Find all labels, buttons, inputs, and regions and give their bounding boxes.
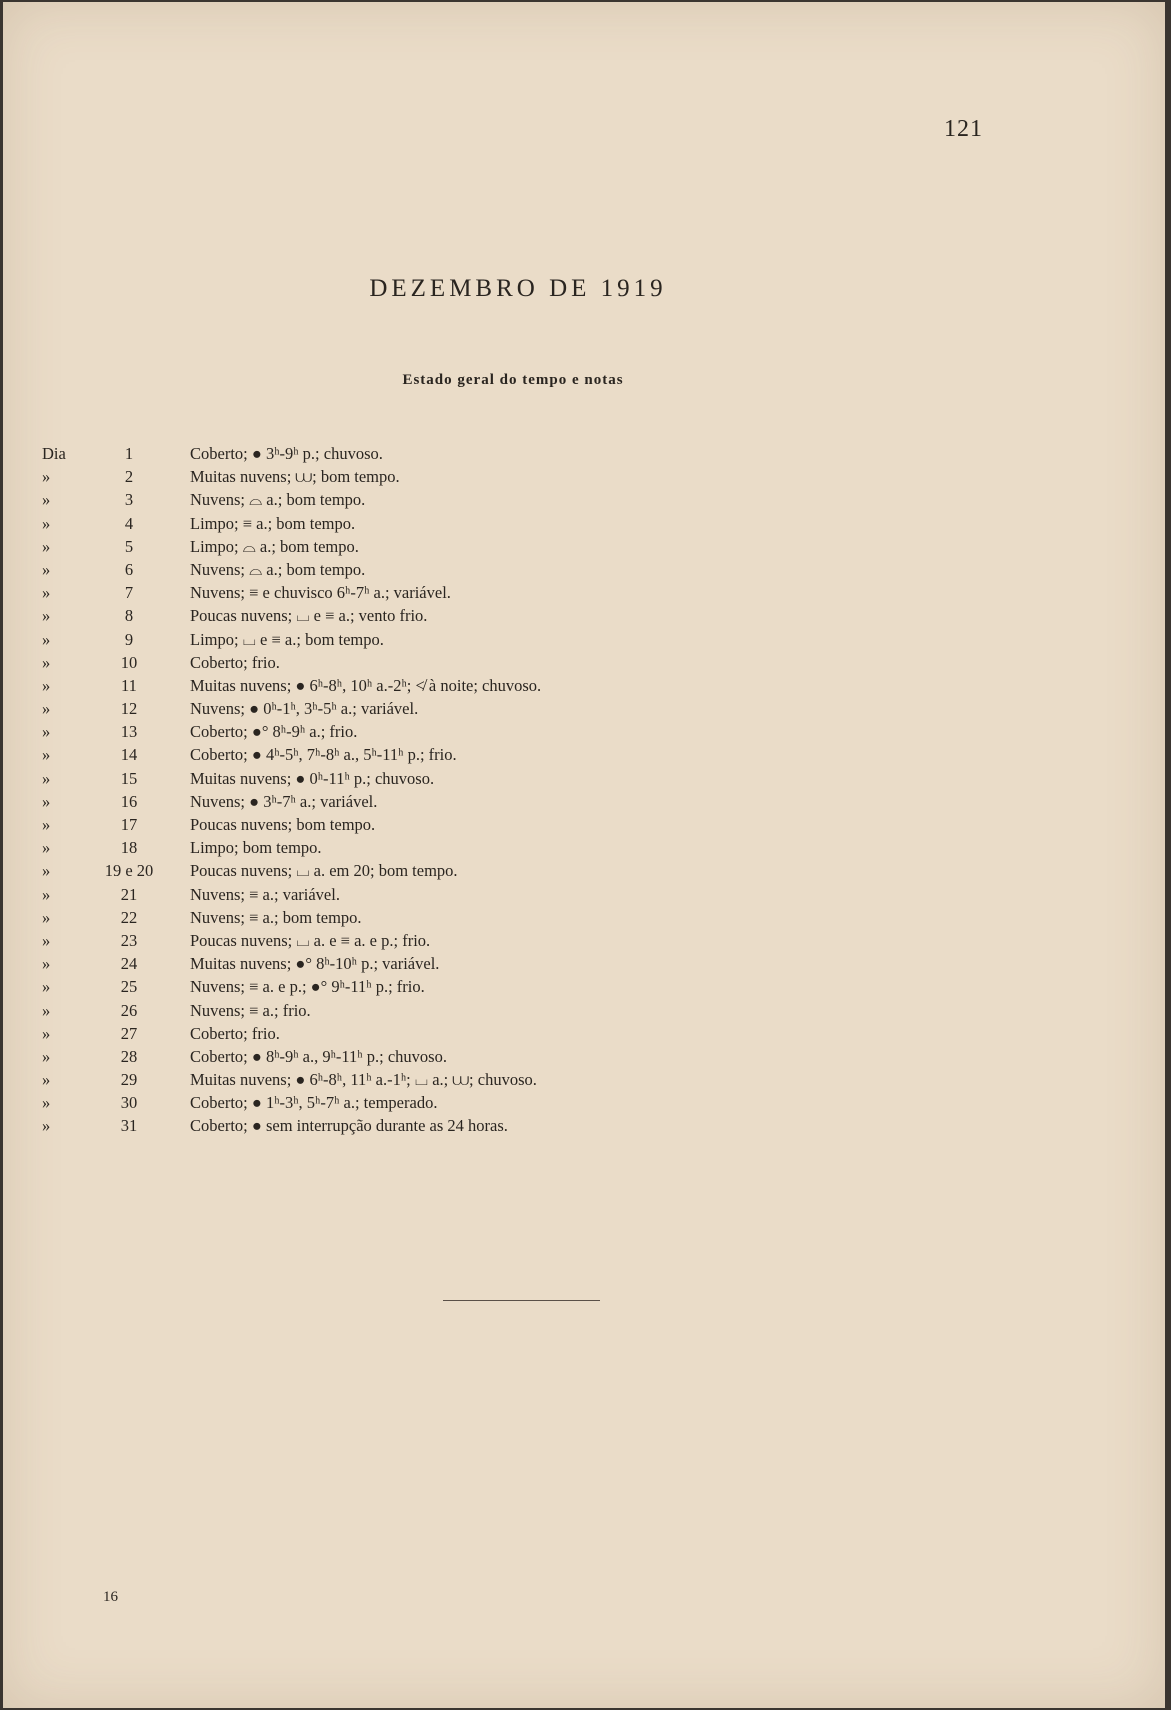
day-note: Limpo; ⌴ e ≡ a.; bom tempo. [190, 629, 384, 649]
log-row [3, 1022, 1165, 1045]
day-note: Limpo; ⌓ a.; bom tempo. [190, 536, 359, 556]
day-note: Nuvens; ● 0ʰ-1ʰ, 3ʰ-5ʰ a.; variável. [190, 699, 419, 719]
page-number: 121 [944, 116, 983, 142]
day-number: 5 [124, 536, 134, 556]
log-row [3, 465, 1165, 488]
log-row [3, 975, 1165, 998]
day-number: 10 [120, 652, 138, 672]
signature-mark: 16 [103, 1589, 118, 1605]
log-row [3, 929, 1165, 952]
day-note: Muitas nuvens; ● 6ʰ-8ʰ, 11ʰ a.-1ʰ; ⌴ a.; ⩊; chuvoso. [190, 1070, 537, 1090]
day-number: 26 [120, 1000, 138, 1020]
day-number: 30 [120, 1093, 138, 1113]
day-number: 21 [120, 884, 138, 904]
day-note: Nuvens; ≡ a.; variável. [190, 884, 340, 904]
day-number: 22 [120, 907, 138, 927]
log-row [3, 999, 1165, 1022]
row-mark: » [42, 861, 51, 881]
day-note: Coberto; ● 1ʰ-3ʰ, 5ʰ-7ʰ a.; temperado. [190, 1093, 438, 1113]
day-note: Muitas nuvens; ●° 8ʰ-10ʰ p.; variável. [190, 954, 440, 974]
log-row [3, 512, 1165, 535]
log-row [3, 836, 1165, 859]
section-subtitle: Estado geral do tempo e notas [402, 372, 624, 388]
log-row [3, 883, 1165, 906]
row-mark: » [42, 583, 51, 603]
row-mark: » [42, 1000, 51, 1020]
day-number: 28 [120, 1046, 138, 1066]
log-row [3, 1091, 1165, 1114]
day-number: 16 [120, 791, 138, 811]
row-mark: » [42, 791, 51, 811]
log-row [3, 952, 1165, 975]
row-mark: » [42, 467, 51, 487]
day-number: 6 [124, 559, 134, 579]
row-mark: » [42, 513, 51, 533]
log-row [3, 767, 1165, 790]
row-mark: » [42, 1116, 51, 1136]
day-note: Nuvens; ≡ a. e p.; ●° 9ʰ-11ʰ p.; frio. [190, 977, 425, 997]
row-mark: » [42, 699, 51, 719]
log-row [3, 1068, 1165, 1091]
row-mark: » [42, 977, 51, 997]
day-number: 29 [120, 1070, 138, 1090]
row-mark: » [42, 1023, 51, 1043]
document-page [3, 2, 1165, 1708]
day-number: 13 [120, 722, 138, 742]
day-note: Nuvens; ⌓ a.; bom tempo. [190, 559, 366, 579]
row-mark: » [42, 838, 51, 858]
day-number: 8 [124, 606, 134, 626]
log-row [3, 674, 1165, 697]
log-row [3, 604, 1165, 627]
log-row [3, 558, 1165, 581]
log-row [3, 581, 1165, 604]
day-note: Nuvens; ≡ a.; bom tempo. [190, 907, 362, 927]
row-mark: » [42, 722, 51, 742]
row-mark: » [42, 815, 51, 834]
day-note: Muitas nuvens; ⩊; bom tempo. [190, 467, 400, 487]
row-mark: » [42, 907, 51, 927]
day-number: 11 [121, 675, 137, 695]
day-number: 25 [120, 977, 138, 997]
log-row [3, 1045, 1165, 1068]
day-number: 4 [124, 513, 134, 533]
day-note: Muitas nuvens; ● 6ʰ-8ʰ, 10ʰ a.-2ʰ; ≮ à noite; chuvoso. [190, 675, 542, 695]
day-note: Coberto; ● 3ʰ-9ʰ p.; chuvoso. [190, 444, 383, 463]
row-mark: » [42, 1046, 51, 1066]
day-note: Poucas nuvens; ⌴ e ≡ a.; vento frio. [190, 606, 428, 626]
log-row [3, 535, 1165, 558]
log-row [3, 859, 1165, 882]
day-number: 31 [120, 1116, 138, 1136]
day-number: 9 [124, 629, 134, 649]
row-mark: » [42, 1093, 51, 1113]
day-note: Coberto; frio. [190, 1023, 280, 1043]
row-mark: » [42, 536, 51, 556]
log-row [3, 790, 1165, 813]
log-row [3, 813, 1165, 836]
day-number: 14 [120, 745, 138, 765]
row-mark: » [42, 930, 51, 950]
log-row [3, 906, 1165, 929]
row-mark: » [42, 954, 51, 974]
divider-rule [443, 1300, 600, 1301]
row-mark: » [42, 559, 51, 579]
row-mark: » [42, 884, 51, 904]
day-note: Nuvens; ⌓ a.; bom tempo. [190, 490, 366, 510]
day-number: 2 [124, 467, 134, 487]
day-number: 19 e 20 [104, 861, 154, 881]
row-mark: » [42, 629, 51, 649]
day-note: Nuvens; ≡ e chuvisco 6ʰ-7ʰ a.; variável. [190, 583, 451, 603]
day-number: 12 [120, 699, 138, 719]
row-mark: » [42, 675, 51, 695]
day-note: Limpo; bom tempo. [190, 838, 322, 858]
day-note: Coberto; ● 8ʰ-9ʰ a., 9ʰ-11ʰ p.; chuvoso. [190, 1046, 447, 1066]
day-number: 27 [120, 1023, 138, 1043]
log-row [3, 628, 1165, 651]
day-note: Coberto; ●° 8ʰ-9ʰ a.; frio. [190, 722, 358, 742]
day-number: 3 [124, 490, 134, 510]
day-note: Nuvens; ≡ a.; frio. [190, 1000, 311, 1020]
day-note: Muitas nuvens; ● 0ʰ-11ʰ p.; chuvoso. [190, 768, 435, 788]
day-note: Limpo; ≡ a.; bom tempo. [190, 513, 356, 533]
log-row [3, 743, 1165, 766]
day-number: 7 [124, 583, 134, 603]
row-mark: » [42, 1070, 51, 1090]
day-note: Poucas nuvens; bom tempo. [190, 815, 376, 834]
day-number: 24 [120, 954, 138, 974]
log-row [3, 1114, 1165, 1137]
day-note: Coberto; frio. [190, 652, 280, 672]
row-mark: » [42, 745, 51, 765]
day-note: Coberto; ● 4ʰ-5ʰ, 7ʰ-8ʰ a., 5ʰ-11ʰ p.; frio. [190, 745, 457, 765]
row-mark: » [42, 606, 51, 626]
log-row [3, 651, 1165, 674]
day-number: 15 [120, 768, 138, 788]
day-note: Poucas nuvens; ⌴ a. e ≡ a. e p.; frio. [190, 930, 431, 950]
row-mark: » [42, 652, 51, 672]
day-number: 17 [120, 815, 138, 834]
day-number: 18 [120, 838, 138, 858]
day-note: Nuvens; ● 3ʰ-7ʰ a.; variável. [190, 791, 378, 811]
row-mark: Dia [42, 444, 66, 463]
log-row [3, 720, 1165, 743]
log-row [3, 697, 1165, 720]
log-row [3, 442, 1165, 465]
day-note: Coberto; ● sem interrupção durante as 24 horas. [190, 1116, 508, 1136]
weather-log [3, 442, 1165, 1138]
day-number: 1 [124, 444, 134, 463]
day-note: Poucas nuvens; ⌴ a. em 20; bom tempo. [190, 861, 458, 881]
day-number: 23 [120, 930, 138, 950]
row-mark: » [42, 490, 51, 510]
page-title: DEZEMBRO DE 1919 [369, 275, 667, 302]
log-row [3, 488, 1165, 511]
row-mark: » [42, 768, 51, 788]
